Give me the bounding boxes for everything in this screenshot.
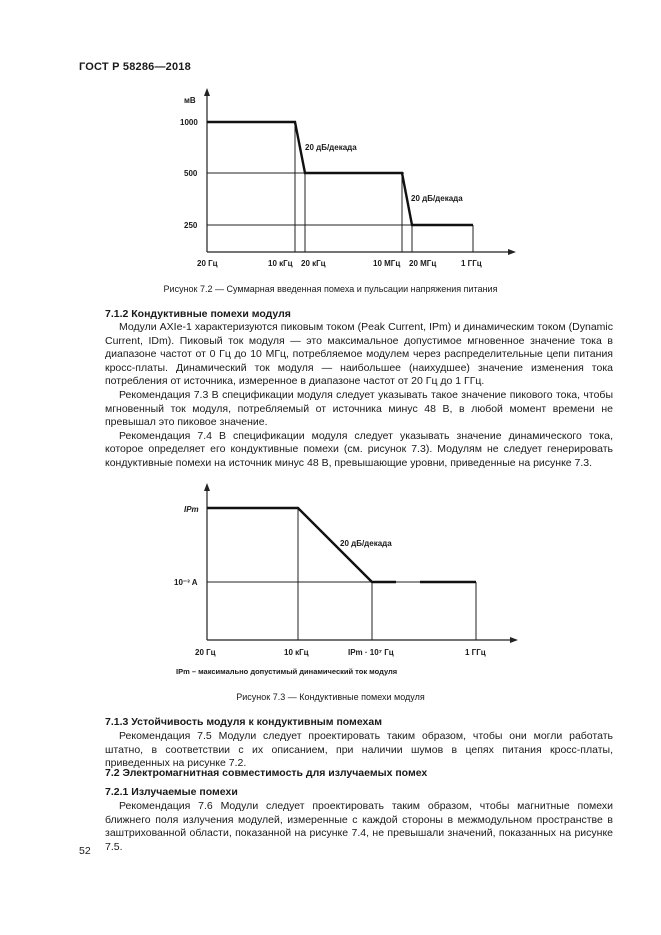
figure-7-2-caption: Рисунок 7.2 — Суммарная введенная помеха и пульсации напряжения питания: [163, 284, 498, 294]
x-tick-20hz: 20 Гц: [197, 259, 218, 268]
y-tick-1e-3: 10⁻³ A: [174, 578, 198, 587]
y-axis-arrow: [204, 483, 210, 491]
y-tick-1000: 1000: [180, 118, 198, 127]
y-tick-250: 250: [184, 221, 198, 230]
x-tick-20hz: 20 Гц: [195, 648, 216, 657]
paragraph-recommendation-7-6: Рекомендация 7.6 Модули следует проектировать таким образом, чтобы магнитные помехи ближнего поля излучения модулей, измеренные с каждой стороны в межмодульном пространстве в заштрихованной области, показанной на рисунке 7.4, не превышали значений, показанных на рисунке 7.5.: [105, 800, 613, 853]
x-tick-1ghz: 1 ГГц: [461, 259, 482, 268]
x-tick-20mhz: 20 МГц: [409, 259, 437, 268]
x-tick-10khz: 10 кГц: [268, 259, 293, 268]
section-7-2-1-body: [105, 800, 613, 854]
section-7-2-1-heading: 7.2.1 Излучаемые помехи: [105, 786, 238, 798]
section-7-1-2-heading: 7.1.2 Кондуктивные помехи модуля: [105, 308, 291, 320]
x-tick-10mhz: 10 МГц: [373, 259, 401, 268]
x-tick-10khz: 10 кГц: [284, 648, 309, 657]
x-tick-20khz: 20 кГц: [301, 259, 326, 268]
section-7-1-3-body: [105, 730, 613, 771]
y-tick-500: 500: [184, 169, 198, 178]
x-tick-1ghz: 1 ГГц: [465, 648, 486, 657]
paragraph-recommendation-7-3: Рекомендация 7.3 В спецификации модуля следует указывать такое значение пикового тока, чтобы мгновенный ток модуля, потребляемый от источника минус 48 В, в любой момент времени не превышал это пиковое значение.: [105, 388, 613, 429]
figure-7-3-legend: IPm – максимально допустимый динамический ток модуля: [176, 667, 398, 676]
y-tick-ipm: IPm: [184, 505, 199, 514]
page-number: 52: [79, 845, 91, 857]
slope-label-1: 20 дБ/декада: [305, 143, 357, 152]
page-header: ГОСТ Р 58286—2018: [79, 61, 191, 73]
paragraph-recommendation-7-5: Рекомендация 7.5 Модули следует проектировать таким образом, чтобы они могли работать штатно, в соответствии с их описанием, при наличии шумов в цепях питания кросс-платы, приведенных на рисунке 7.2.: [105, 730, 613, 770]
slope-label-2: 20 дБ/декада: [411, 194, 463, 203]
section-7-1-3-heading: 7.1.3 Устойчивость модуля к кондуктивным помехам: [105, 716, 382, 728]
section-7-2-heading: 7.2 Электромагнитная совместимость для излучаемых помех: [105, 767, 428, 779]
x-axis-arrow: [510, 637, 518, 643]
paragraph-peak-current: Модули AXIe-1 характеризуются пиковым током (Peak Current, IPm) и динамическим током (Dynamic Current, IDm). Пиковый ток модуля — это максимальное допустимое мгновенное значение тока в диапазоне частот от 0 Гц до 10 МГц, потребляемое модулем через распределительные цепи питания кросс-платы. Динамический ток модуля — наибольшее (наихудшее) значение изменения тока потребления от источника, измеренное в диапазоне частот от 20 Гц до 1 ГГц.: [105, 321, 613, 388]
y-unit-label: мВ: [184, 96, 196, 105]
slope-label: 20 дБ/декада: [340, 539, 392, 548]
figure-7-3-caption: Рисунок 7.3 — Кондуктивные помехи модуля: [236, 692, 425, 702]
x-tick-ipm-1e7: IPm · 10⁷ Гц: [348, 648, 394, 657]
paragraph-recommendation-7-4: Рекомендация 7.4 В спецификации модуля следует указывать значение динамического тока, которое определяет его кондуктивные помехи (см. рисунок 7.3). Модулям не следует генерировать кондуктивные помехи на источник минус 48 В, превышающие уровни, приведенные на рисунке 7.3.: [105, 429, 613, 469]
